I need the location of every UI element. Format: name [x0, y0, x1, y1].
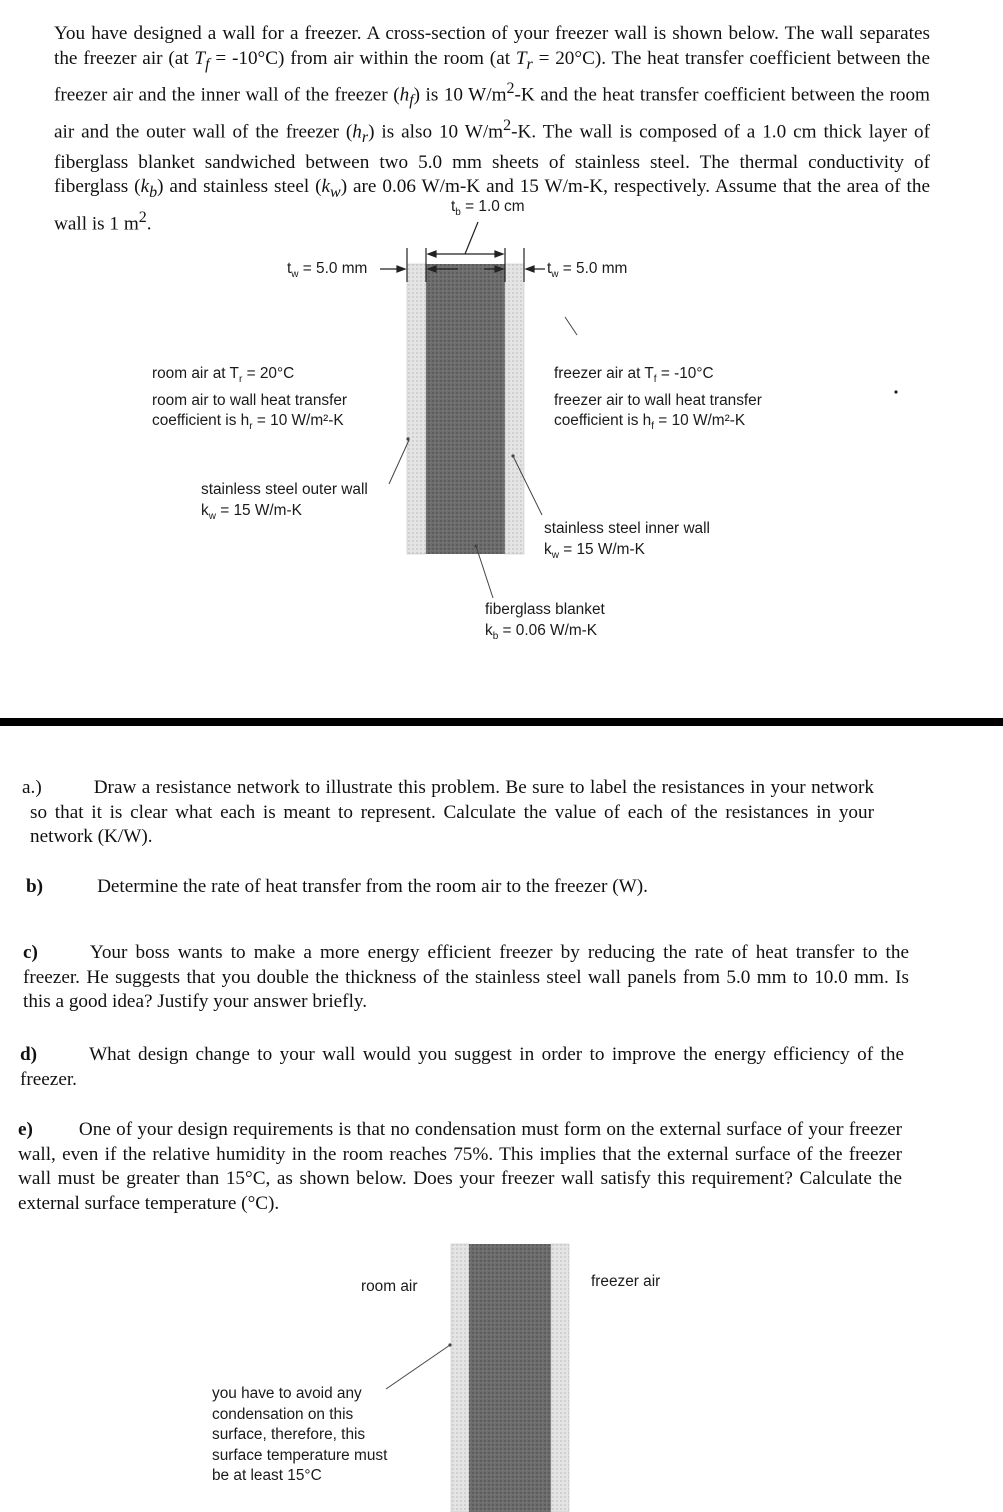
condensation-outer-steel — [451, 1244, 469, 1512]
problem-statement: You have designed a wall for a freezer. A cross-section of your freezer wall is shown below. The wall separates the freezer air (at $T_f = -10^\circ C$) from air within the room (at $T_r = 20^\circ C$). The heat transfer coefficient between the freezer air and the inner wall of the freezer $(h_f)$ is 10 $W/m^2-K$ and the heat transfer coefficient between the room air and the outer wall of the freezer $(h_r)$ is also 10 $W/m^2-K$. The wall is composed of a 1.0 cm thick layer of fiberglass blanket sandwiched between two 5.0 mm sheets of stainless steel. The thermal conductivity of fiberglass $(k_b)$ and stainless steel $(k_w)$ are 0.06 W/m-K and 15 W/m-K, respectively. Assume that the area of the wall is 1 $m^2$. — [54, 23, 931, 235]
question-d: d) What design change to your wall would you suggest in order to improve the energy efficiency of the freezer. — [20, 1044, 904, 1090]
section-divider — [0, 718, 1003, 726]
room-air-label: room air at $T_r = 20^\circ C$ room air to wall heat transfer coefficient is $h_r = 10$ W/m²-K — [152, 365, 348, 433]
condensation-fiberglass — [469, 1244, 551, 1512]
tw-right-label: $t_w = 5.0$ mm — [547, 260, 628, 281]
freezer-air-label: freezer air at $T_f = -10^\circ C$ freezer air to wall heat transfer coefficient is $h_f = 10$ W/m²-K — [554, 365, 762, 433]
tw-left-label: $t_w = 5.0$ mm — [287, 260, 368, 281]
inner-steel-layer — [505, 264, 524, 554]
room-air-label-2: room air — [361, 1278, 418, 1295]
condensation-note: you have to avoid any condensation on this surface, therefore, this surface temperature must be at least 15°C — [212, 1385, 388, 1484]
freezer-air-label-2: freezer air — [591, 1273, 661, 1290]
question-c: c) Your boss wants to make a more energy efficient freezer by reducing the rate of heat transfer to the freezer. He suggests that you double the thickness of the stainless steel wall panels from 5.0 mm to 10.0 mm. Is this a good idea? Justify your answer briefly. — [23, 942, 909, 1013]
fiberglass-layer — [426, 264, 505, 554]
inner-wall-label: stainless steel inner wall $k_w = 15$ W/m-K — [544, 520, 710, 561]
outer-wall-label: stainless steel outer wall $k_w = 15$ W/m-K — [201, 481, 368, 522]
question-a: a.) Draw a resistance network to illustrate this problem. Be sure to label the resistances in your network so that it is clear what each is meant to represent. Calculate the value of each of the resistances in your network (K/W). — [22, 777, 874, 848]
question-b: b) Determine the rate of heat transfer from the room air to the freezer (W). — [26, 876, 648, 897]
outer-steel-layer — [407, 264, 426, 554]
tb-label: $t_b = 1.0$ cm — [451, 198, 525, 219]
condensation-inner-steel — [551, 1244, 569, 1512]
question-e: e) One of your design requirements is that no condensation must form on the external surface of your freezer wall, even if the relative humidity in the room reaches 75%. This implies that the external surface of the freezer wall must be greater than 15°C, as shown below. Does your freezer wall satisfy this requirement? Calculate the external surface temperature (°C). — [18, 1119, 902, 1214]
fiberglass-label: fiberglass blanket $k_b = 0.06$ W/m-K — [485, 601, 605, 642]
